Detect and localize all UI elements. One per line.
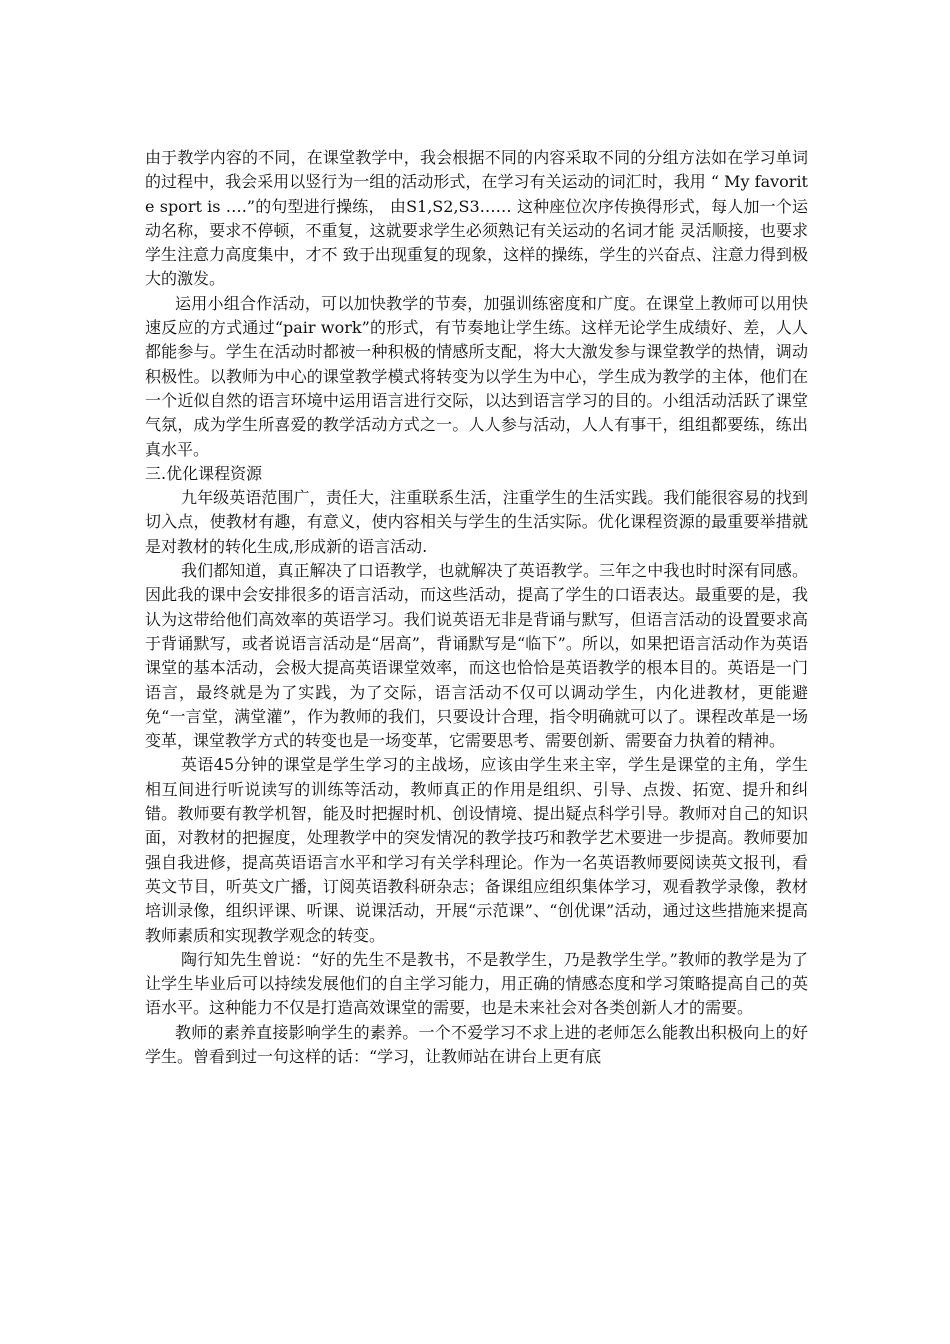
paragraph-teacher-literacy: 教师的素养直接影响学生的素养。一个不爱学习不求上进的老师怎么能教出积极向上的好学生。曾看到过一句这样的话：“学习，让教师站在讲台上更有底	[145, 1022, 808, 1066]
paragraph-grade-nine-english: 九年级英语范围广，责任大，注重联系生活，注重学生的生活实践。我们能很容易的找到切入点，使教材有趣，有意义，使内容相关与学生的生活实际。优化课程资源的最重要举措就是对教材的转化生成,形成新的语言活动.	[145, 488, 808, 556]
paragraph-classroom-45-minutes: 英语45分钟的课堂是学生学习的主战场，应该由学生来主宰，学生是课堂的主角，学生相互间进行听说读写的训练等活动，教师真正的作用是组织、引导、点拨、拓宽、提升和纠错。教师要有教学机智，能及时把握时机、创设情境、提出疑点科学引导。教师对自己的知识面，对教材的把握度，处理教学中的突发情况的教学技巧和教学艺术要进一步提高。教师要加强自我进修，提高英语语言水平和学习有关学科理论。作为一名英语教师要阅读英文报刊，看英文节目，听英文广播，订阅英语教科研杂志；备课组应组织集体学习，观看教学录像，教材培训录像，组织评课、听课、说课活动，开展“示范课”、“创优课”活动，通过这些措施来提高教师素质和实现教学观念的转变。	[145, 755, 808, 945]
paragraph-grouping-methods: 由于教学内容的不同，在课堂教学中，我会根据不同的内容采取不同的分组方法如在学习单词的过程中，我会采用以竖行为一组的活动形式，在学习有关运动的词汇时，我用 “ My favorite sport is ….”的句型进行操练， 由S1,S2,S3…… 这种座位次序传换得形式，每人加一个运动名称，要求不停顿，不重复，这就要求学生必须熟记有关运动的名词才能 灵活顺接，也要求学生注意力高度集中，才不 致于出现重复的现象，这样的操练，学生的兴奋点、注意力得到极大的激发。	[145, 148, 808, 289]
paragraph-group-activities: 运用小组合作活动，可以加快教学的节奏，加强训练密度和广度。在课堂上教师可以用快速反应的方式通过“pair work”的形式，有节奏地让学生练。这样无论学生成绩好、差，人人都能参与。学生在活动时都被一种积极的情感所支配，将大大激发参与课堂教学的热情，调动积极性。以教师为中心的课堂教学模式将转变为以学生为中心，学生成为教学的主体，他们在一个近似自然的语言环境中运用语言进行交际，以达到语言学习的目的。小组活动活跃了课堂气氛，成为学生所喜爱的教学活动方式之一。人人参与活动，人人有事干，组组都要练，练出真水平。	[145, 293, 808, 459]
paragraph-tao-xingzhi-quote: 陶行知先生曾说：“好的先生不是教书，不是教学生，乃是教学生学。”教师的教学是为了让学生毕业后可以持续发展他们的自主学习能力，用正确的情感态度和学习策略提高自己的英语水平。这种能力不仅是打造高效课堂的需要，也是未来社会对各类创新人才的需要。	[145, 949, 808, 1018]
document-page	[145, 146, 808, 1069]
section-heading-optimize-resources: 三.优化课程资源	[145, 463, 263, 483]
paragraph-oral-teaching: 我们都知道，真正解决了口语教学，也就解决了英语教学。三年之中我也时时深有同感。因此我的课中会安排很多的语言活动，而这些活动，提高了学生的口语表达。最重要的是，我认为这带给他们高效率的英语学习。我们说英语无非是背诵与默写，但语言活动的设置要求高于背诵默写，或者说语言活动是“居高”，背诵默写是“临下”。所以，如果把语言活动作为英语课堂的基本活动，会极大提高英语课堂效率，而这也恰恰是英语教学的根本目的。英语是一门语言，最终就是为了实践，为了交际，语言活动不仅可以调动学生，内化进教材，更能避免“一言堂，满堂灌”，作为教师的我们，只要设计合理，指令明确就可以了。课程改革是一场变革，课堂教学方式的转变也是一场变革，它需要思考、需要创新、需要奋力执着的精神。	[145, 561, 808, 751]
